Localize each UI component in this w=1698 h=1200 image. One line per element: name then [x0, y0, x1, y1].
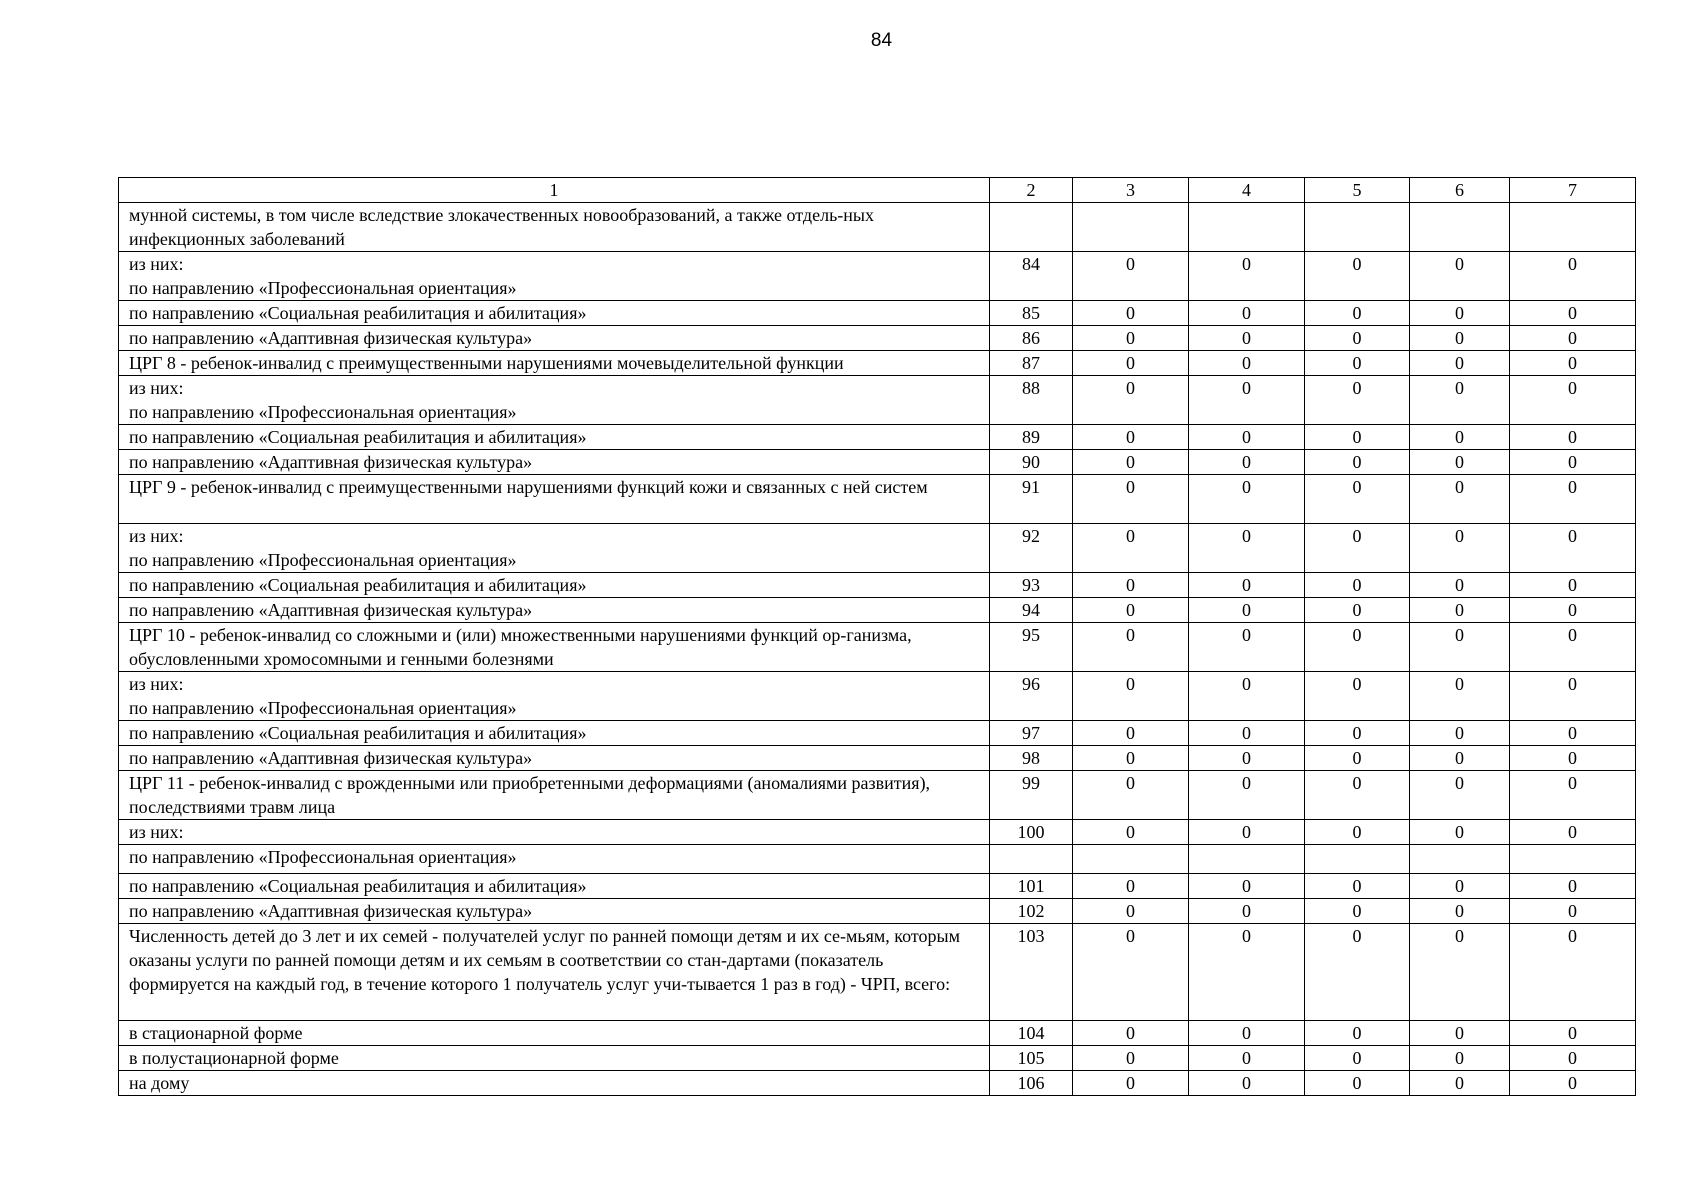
cell-value: 0 [1305, 598, 1410, 623]
cell-value: 0 [1510, 326, 1636, 351]
cell-value: 0 [1073, 899, 1189, 924]
cell-value: 0 [1189, 623, 1305, 672]
cell-value: 0 [1510, 623, 1636, 672]
row-label: на дому [119, 1071, 990, 1096]
cell-value: 0 [1410, 721, 1510, 746]
cell-value: 0 [1410, 899, 1510, 924]
row-label: по направлению «Социальная реабилитация и абилитация» [119, 721, 990, 746]
cell-value: 0 [1189, 598, 1305, 623]
cell-value: 0 [1410, 450, 1510, 475]
cell-value: 0 [1305, 874, 1410, 899]
row-label: по направлению «Адаптивная физическая культура» [119, 899, 990, 924]
row-label: из них: по направлению «Профессиональная ориентация» [119, 376, 990, 425]
cell-value: 0 [1189, 874, 1305, 899]
cell-value: 0 [1510, 899, 1636, 924]
row-code: 84 [990, 252, 1073, 301]
cell-value: 0 [1305, 924, 1410, 1021]
cell-value: 0 [1305, 326, 1410, 351]
row-code: 99 [990, 771, 1073, 820]
cell-value [1305, 845, 1410, 874]
cell-value: 0 [1073, 924, 1189, 1021]
table-row [119, 899, 1636, 924]
row-label: в полустационарной форме [119, 1046, 990, 1071]
cell-value [1510, 203, 1636, 252]
row-label: по направлению «Социальная реабилитация и абилитация» [119, 874, 990, 899]
table-row [119, 845, 1636, 874]
table-row [119, 450, 1636, 475]
column-number: 4 [1189, 178, 1305, 203]
row-label: из них: по направлению «Профессиональная ориентация» [119, 672, 990, 721]
cell-value: 0 [1189, 899, 1305, 924]
cell-value: 0 [1073, 1071, 1189, 1096]
cell-value: 0 [1410, 746, 1510, 771]
cell-value: 0 [1189, 573, 1305, 598]
cell-value: 0 [1073, 301, 1189, 326]
cell-value: 0 [1510, 874, 1636, 899]
cell-value: 0 [1305, 301, 1410, 326]
cell-value: 0 [1410, 326, 1510, 351]
cell-value: 0 [1410, 351, 1510, 376]
row-label: по направлению «Социальная реабилитация и абилитация» [119, 573, 990, 598]
cell-value: 0 [1410, 524, 1510, 573]
cell-value: 0 [1189, 721, 1305, 746]
row-label: ЦРГ 11 - ребенок-инвалид с врожденными или приобретенными деформациями (аномалиями развития), последствиями травм лица [119, 771, 990, 820]
row-code: 97 [990, 721, 1073, 746]
table-row [119, 1071, 1636, 1096]
cell-value: 0 [1073, 475, 1189, 524]
row-code: 89 [990, 425, 1073, 450]
row-code: 90 [990, 450, 1073, 475]
column-number: 5 [1305, 178, 1410, 203]
row-code: 96 [990, 672, 1073, 721]
row-code: 100 [990, 820, 1073, 845]
row-label: по направлению «Профессиональная ориентация» [119, 845, 990, 874]
cell-value: 0 [1410, 771, 1510, 820]
table-row [119, 672, 1636, 721]
cell-value: 0 [1073, 746, 1189, 771]
cell-value: 0 [1510, 1021, 1636, 1046]
cell-value: 0 [1410, 252, 1510, 301]
cell-value: 0 [1305, 746, 1410, 771]
cell-value: 0 [1410, 672, 1510, 721]
cell-value: 0 [1189, 252, 1305, 301]
row-code: 93 [990, 573, 1073, 598]
cell-value: 0 [1410, 573, 1510, 598]
table-row [119, 598, 1636, 623]
cell-value: 0 [1410, 475, 1510, 524]
cell-value: 0 [1189, 425, 1305, 450]
cell-value [1410, 845, 1510, 874]
cell-value: 0 [1189, 301, 1305, 326]
statistics-table [118, 177, 1636, 1096]
row-label: по направлению «Адаптивная физическая культура» [119, 746, 990, 771]
cell-value: 0 [1510, 425, 1636, 450]
row-label: по направлению «Адаптивная физическая культура» [119, 450, 990, 475]
cell-value: 0 [1073, 450, 1189, 475]
cell-value: 0 [1510, 924, 1636, 1021]
row-label: в стационарной форме [119, 1021, 990, 1046]
cell-value: 0 [1510, 746, 1636, 771]
cell-value: 0 [1189, 475, 1305, 524]
cell-value: 0 [1073, 820, 1189, 845]
column-number: 6 [1410, 178, 1510, 203]
cell-value [1073, 845, 1189, 874]
cell-value: 0 [1305, 899, 1410, 924]
cell-value: 0 [1073, 623, 1189, 672]
table-row [119, 425, 1636, 450]
cell-value [1510, 845, 1636, 874]
cell-value: 0 [1189, 450, 1305, 475]
cell-value: 0 [1510, 301, 1636, 326]
row-code: 103 [990, 924, 1073, 1021]
row-label: по направлению «Адаптивная физическая культура» [119, 326, 990, 351]
cell-value: 0 [1305, 351, 1410, 376]
row-code: 102 [990, 899, 1073, 924]
cell-value: 0 [1305, 524, 1410, 573]
table-row [119, 351, 1636, 376]
cell-value: 0 [1073, 874, 1189, 899]
cell-value: 0 [1305, 820, 1410, 845]
cell-value: 0 [1073, 376, 1189, 425]
cell-value [1189, 845, 1305, 874]
cell-value: 0 [1073, 598, 1189, 623]
cell-value: 0 [1305, 1021, 1410, 1046]
cell-value: 0 [1189, 924, 1305, 1021]
cell-value: 0 [1189, 351, 1305, 376]
table-row [119, 524, 1636, 573]
cell-value [1410, 203, 1510, 252]
cell-value: 0 [1189, 746, 1305, 771]
cell-value: 0 [1305, 376, 1410, 425]
cell-value: 0 [1410, 820, 1510, 845]
cell-value: 0 [1073, 425, 1189, 450]
table-row [119, 1021, 1636, 1046]
cell-value: 0 [1305, 721, 1410, 746]
column-number: 2 [990, 178, 1073, 203]
cell-value: 0 [1189, 376, 1305, 425]
column-number: 3 [1073, 178, 1189, 203]
column-number: 7 [1510, 178, 1636, 203]
row-code: 95 [990, 623, 1073, 672]
column-number-row [119, 178, 1636, 203]
cell-value: 0 [1073, 351, 1189, 376]
row-label: Численность детей до 3 лет и их семей - получателей услуг по ранней помощи детям и их се-мьям, которым оказаны услуги по ранней помощи детям и их семьям в соответствии со стан-дартами (показатель формируется на каждый год, в течение которого 1 получатель услуг учи-тывается 1 раз в год) - ЧРП, всего: [119, 924, 990, 1021]
row-code [990, 845, 1073, 874]
cell-value: 0 [1189, 326, 1305, 351]
cell-value: 0 [1305, 623, 1410, 672]
table-row [119, 252, 1636, 301]
table-row [119, 924, 1636, 1021]
cell-value: 0 [1305, 425, 1410, 450]
table-row [119, 326, 1636, 351]
cell-value: 0 [1073, 771, 1189, 820]
cell-value: 0 [1410, 924, 1510, 1021]
row-label: из них: по направлению «Профессиональная ориентация» [119, 252, 990, 301]
row-code: 104 [990, 1021, 1073, 1046]
cell-value: 0 [1305, 252, 1410, 301]
table-row [119, 746, 1636, 771]
cell-value: 0 [1305, 450, 1410, 475]
row-label: по направлению «Социальная реабилитация и абилитация» [119, 301, 990, 326]
cell-value: 0 [1510, 573, 1636, 598]
row-label: по направлению «Адаптивная физическая культура» [119, 598, 990, 623]
row-code: 98 [990, 746, 1073, 771]
cell-value: 0 [1073, 524, 1189, 573]
cell-value: 0 [1410, 623, 1510, 672]
cell-value: 0 [1410, 425, 1510, 450]
cell-value: 0 [1189, 524, 1305, 573]
cell-value: 0 [1189, 771, 1305, 820]
row-label: мунной системы, в том числе вследствие злокачественных новообразований, а также отдель-ных инфекционных заболеваний [119, 203, 990, 252]
row-code [990, 203, 1073, 252]
cell-value: 0 [1305, 1071, 1410, 1096]
cell-value: 0 [1510, 721, 1636, 746]
table-row [119, 1046, 1636, 1071]
table-row [119, 623, 1636, 672]
cell-value: 0 [1410, 1021, 1510, 1046]
cell-value: 0 [1073, 672, 1189, 721]
cell-value: 0 [1510, 820, 1636, 845]
row-code: 101 [990, 874, 1073, 899]
cell-value: 0 [1510, 475, 1636, 524]
cell-value: 0 [1510, 450, 1636, 475]
cell-value [1305, 203, 1410, 252]
cell-value: 0 [1410, 1046, 1510, 1071]
cell-value: 0 [1073, 252, 1189, 301]
table-row [119, 874, 1636, 899]
row-code: 87 [990, 351, 1073, 376]
cell-value: 0 [1073, 721, 1189, 746]
cell-value: 0 [1410, 1071, 1510, 1096]
table-row [119, 301, 1636, 326]
row-label: ЦРГ 9 - ребенок-инвалид с преимущественными нарушениями функций кожи и связанных с ней систем [119, 475, 990, 524]
table-row [119, 820, 1636, 845]
cell-value: 0 [1305, 573, 1410, 598]
table-row [119, 721, 1636, 746]
row-label: из них: [119, 820, 990, 845]
cell-value: 0 [1073, 1046, 1189, 1071]
row-label: ЦРГ 10 - ребенок-инвалид со сложными и (или) множественными нарушениями функций ор-ганизма, обусловленными хромосомными и генными болезнями [119, 623, 990, 672]
cell-value: 0 [1073, 1021, 1189, 1046]
cell-value: 0 [1305, 1046, 1410, 1071]
cell-value: 0 [1510, 252, 1636, 301]
cell-value: 0 [1305, 672, 1410, 721]
row-code: 91 [990, 475, 1073, 524]
cell-value: 0 [1189, 1071, 1305, 1096]
row-label: ЦРГ 8 - ребенок-инвалид с преимущественными нарушениями мочевыделительной функции [119, 351, 990, 376]
row-code: 86 [990, 326, 1073, 351]
cell-value: 0 [1510, 1046, 1636, 1071]
cell-value: 0 [1510, 524, 1636, 573]
row-code: 105 [990, 1046, 1073, 1071]
cell-value: 0 [1410, 301, 1510, 326]
table-row [119, 771, 1636, 820]
cell-value: 0 [1189, 1021, 1305, 1046]
row-code: 106 [990, 1071, 1073, 1096]
cell-value: 0 [1073, 326, 1189, 351]
cell-value: 0 [1189, 1046, 1305, 1071]
cell-value: 0 [1510, 672, 1636, 721]
cell-value: 0 [1410, 874, 1510, 899]
row-code: 88 [990, 376, 1073, 425]
cell-value: 0 [1305, 475, 1410, 524]
table-row [119, 376, 1636, 425]
row-code: 85 [990, 301, 1073, 326]
cell-value: 0 [1510, 1071, 1636, 1096]
cell-value: 0 [1510, 771, 1636, 820]
column-number: 1 [119, 178, 990, 203]
cell-value: 0 [1073, 573, 1189, 598]
row-code: 94 [990, 598, 1073, 623]
row-code: 92 [990, 524, 1073, 573]
cell-value: 0 [1510, 376, 1636, 425]
table-row [119, 203, 1636, 252]
page-number: 84 [870, 30, 893, 51]
cell-value: 0 [1410, 376, 1510, 425]
cell-value: 0 [1410, 598, 1510, 623]
cell-value: 0 [1510, 598, 1636, 623]
table-row [119, 475, 1636, 524]
row-label: из них: по направлению «Профессиональная ориентация» [119, 524, 990, 573]
cell-value: 0 [1189, 820, 1305, 845]
row-label: по направлению «Социальная реабилитация и абилитация» [119, 425, 990, 450]
table-row [119, 573, 1636, 598]
cell-value [1073, 203, 1189, 252]
cell-value: 0 [1510, 351, 1636, 376]
cell-value [1189, 203, 1305, 252]
cell-value: 0 [1305, 771, 1410, 820]
cell-value: 0 [1189, 672, 1305, 721]
